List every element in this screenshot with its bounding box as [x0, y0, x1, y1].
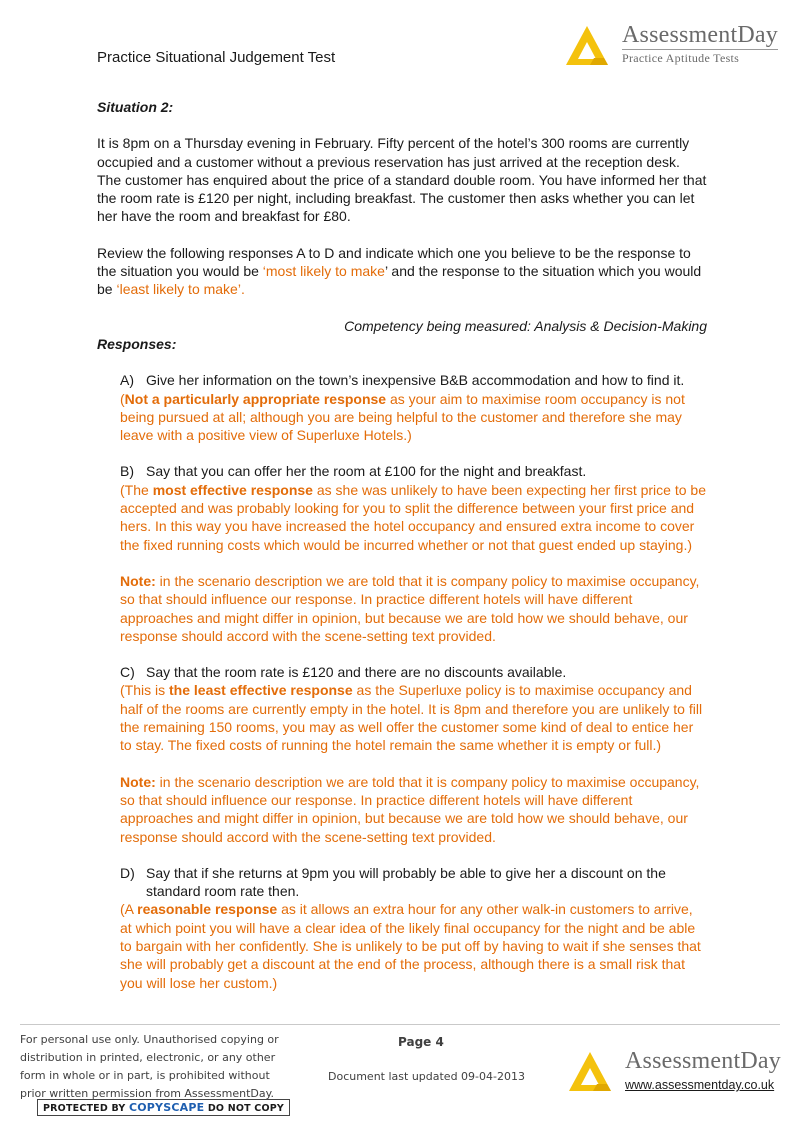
response-feedback — [120, 900, 707, 991]
instructions — [97, 244, 707, 299]
least-likely-highlight: ‘least likely to make’. — [116, 281, 245, 298]
response-feedback — [120, 390, 707, 445]
feedback-open: (This is — [120, 682, 169, 699]
competency-line: Competency being measured: Analysis & Decision-Making — [344, 317, 707, 334]
document-updated: Document last updated 09-04-2013 — [328, 1070, 525, 1083]
note-paragraph — [120, 572, 707, 645]
document-body — [97, 98, 707, 1010]
response-letter: A) — [120, 372, 134, 389]
footer-disclaimer: For personal use only. Unauthorised copying or distribution in printed, electronic, or any other form in whole or in part, is prohibited without prior written permission from AssessmentDay. — [20, 1033, 279, 1100]
logo-tagline: Practice Aptitude Tests — [622, 49, 778, 65]
page-header-title: Practice Situational Judgement Test — [97, 49, 336, 66]
logo-name: AssessmentDay — [622, 22, 778, 48]
response-c — [120, 663, 707, 754]
response-feedback — [120, 681, 707, 754]
copyscape-brand: COPYSCAPE — [128, 1101, 205, 1114]
website-link[interactable]: www.assessmentday.co.uk — [625, 1078, 775, 1092]
logo-triangle-icon — [563, 1048, 621, 1094]
copyscape-pre: PROTECTED BY — [43, 1103, 129, 1114]
response-b — [120, 462, 707, 553]
feedback-text: as it allows an extra hour for any other walk-in customers to arrive, at which point you will have a clear idea of the likely final occupancy for the night and be able to bargain with her confidently. She is unlikely to be put off by having to wait if she senses that she will probably get a discount at the end of the process, although there is a small risk that you will lose her custom.) — [120, 901, 701, 991]
page-number: Page 4 — [398, 1035, 444, 1049]
response-letter: B) — [120, 463, 134, 480]
response-letter: D) — [120, 864, 135, 881]
note-text: in the scenario description we are told that it is company policy to maximise occupancy, so that should influence our response. In practice different hotels will have different approaches and might differ in opinion, but because we are told how we should behave, our response should accord with the scene-setting text provided. — [120, 773, 700, 845]
assessmentday-logo — [560, 22, 778, 68]
feedback-text: as the Superluxe policy is to maximise occupancy and half of the rooms are currently empty in the hotel. It is 8pm and therefore you are unlikely to fill the remaining 150 rooms, you may as well offer the customer some kind of deal to entice her to stay. The fixed costs of running the hotel remain the same whether it is empty or full.) — [120, 682, 703, 754]
feedback-verdict: most effective response — [152, 481, 313, 498]
response-text: Say that the room rate is £120 and there are no discounts available. — [146, 664, 567, 681]
footer-logo — [563, 1048, 781, 1094]
situation-description: It is 8pm on a Thursday evening in February. Fifty percent of the hotel’s 300 rooms are currently occupied and a customer without a previous reservation has just arrived at the reception desk. The customer has enquired about the price of a standard double room. You have informed her that the room rate is £120 per night, including breakfast. The customer then asks whether you can let her have the room and breakfast for £80. — [97, 135, 707, 225]
response-d — [120, 864, 707, 992]
copyscape-post: DO NOT COPY — [204, 1103, 284, 1114]
response-text: Give her information on the town’s inexpensive B&B accommodation and how to find it. — [146, 372, 685, 389]
situation-heading: Situation 2: — [97, 99, 174, 115]
copyscape-badge[interactable] — [37, 1099, 290, 1116]
response-letter: C) — [120, 664, 135, 681]
response-text: Say that if she returns at 9pm you will probably be able to give her a discount on the standard room rate then. — [146, 864, 666, 900]
feedback-text: as she was unlikely to have been expecting her first price to be accepted and was probably looking for you to split the difference between your first price and hers. In this way you have increased the hotel occupancy and ensured extra income to cover the fixed running costs which would be incurred whether or not that guest ended up staying.) — [120, 481, 706, 553]
response-text: Say that you can offer her the room at £100 for the night and breakfast. — [146, 463, 587, 480]
footer-logo-name: AssessmentDay — [625, 1048, 781, 1074]
feedback-open: (A — [120, 901, 138, 918]
instructions-text-1: Review the following responses A to D and indicate which one you believe to be the response to the situation you would be — [97, 244, 691, 280]
feedback-text: as your aim to maximise room occupancy is not being pursued at all; although you are being helpful to the customer and therefore she may leave with a positive view of Superluxe Hotels.) — [120, 390, 685, 444]
note-paragraph — [120, 773, 707, 846]
feedback-verdict: Not a particularly appropriate response — [124, 390, 387, 407]
logo-triangle-icon — [560, 22, 618, 68]
note-label: Note: — [120, 572, 156, 589]
note-text: in the scenario description we are told that it is company policy to maximise occupancy, so that should influence our response. In practice different hotels will have different approaches and might differ in opinion, but because we are told how we should behave, our response should accord with the scene-setting text provided. — [120, 572, 700, 644]
note-label: Note: — [120, 773, 156, 790]
instructions-text-2: ’ and the response to the situation which you would be — [97, 263, 702, 298]
response-a — [120, 371, 707, 444]
responses-heading: Responses: — [97, 335, 177, 352]
most-likely-highlight: ‘most likely to make — [262, 263, 385, 280]
footer-divider — [20, 1024, 780, 1025]
feedback-verdict: reasonable response — [137, 901, 278, 918]
feedback-open: ( — [120, 390, 125, 407]
response-feedback — [120, 481, 707, 554]
feedback-verdict: the least effective response — [169, 682, 353, 699]
feedback-open: (The — [120, 481, 153, 498]
